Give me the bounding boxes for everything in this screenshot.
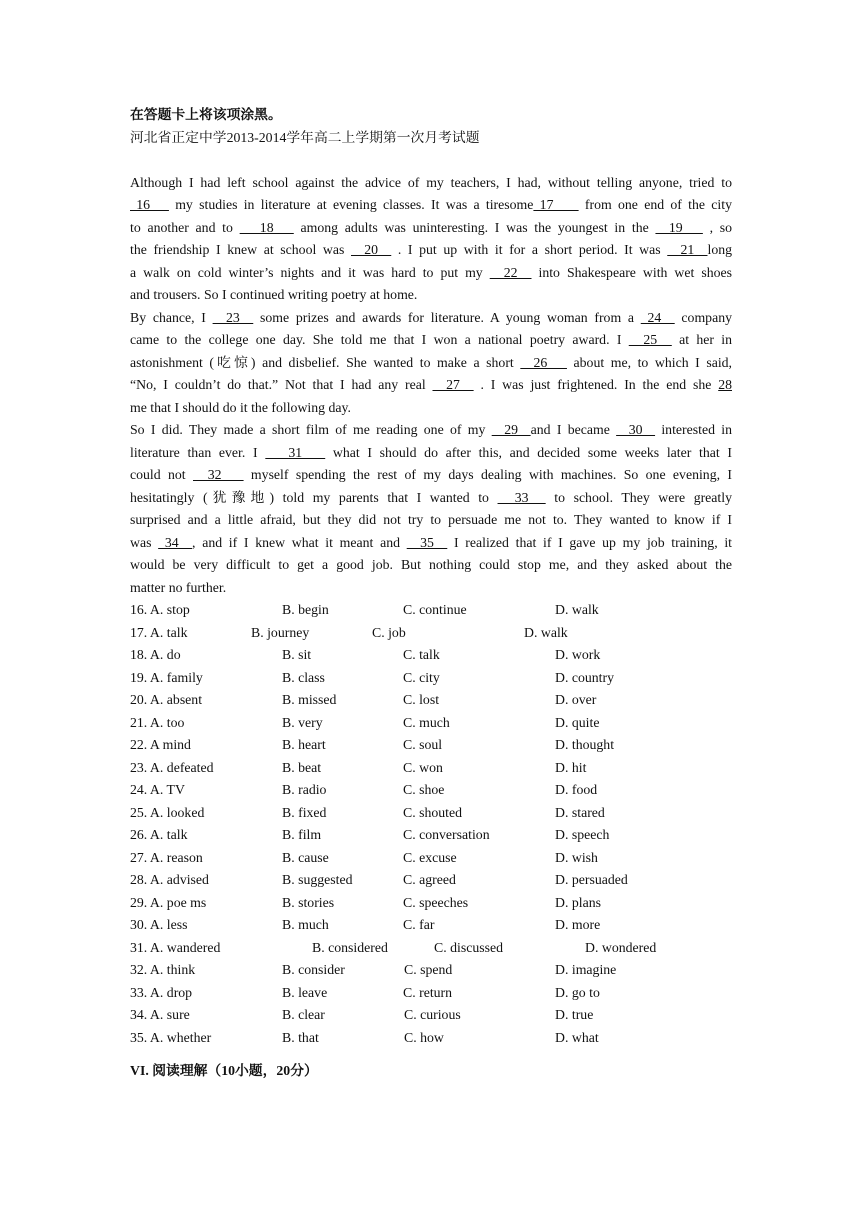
option-choice: 35. A. whether: [130, 1029, 212, 1045]
option-choice: B. very: [282, 714, 323, 730]
passage-line: to another and to 18 among adults was uninteresting. I was the youngest in the 19 , so: [130, 219, 733, 235]
blank-31: 31: [265, 444, 326, 460]
option-choice: 20. A. absent: [130, 692, 203, 707]
option-choice: 24. A. TV: [130, 782, 185, 797]
passage-line: me that I should do it the following day.: [130, 399, 351, 415]
option-choice: D. persuaded: [555, 872, 628, 887]
blank-30: 30: [616, 422, 656, 437]
option-row-20: [130, 689, 732, 712]
option-choice: 28. A. advised: [130, 872, 209, 887]
option-choice: D. plans: [555, 894, 601, 910]
option-choice: 18. A. do: [130, 647, 181, 662]
option-row-34: [130, 1004, 732, 1027]
option-row-23: [130, 757, 732, 780]
passage-line: astonishment (吃惊) and disbelief. She wanted to make a short 26 about me, to which I said,: [130, 354, 733, 370]
option-choice: B. heart: [282, 737, 326, 752]
option-choice: C. shoe: [403, 782, 445, 797]
option-choice: 30. A. less: [130, 917, 188, 932]
passage-line: would be very difficult to get a good job. But nothing could stop me, and they asked about the: [130, 557, 732, 572]
passage-line: a walk on cold winter’s nights and it was hard to put my 22 into Shakespeare with wet shoes: [130, 264, 733, 280]
option-choice: D. true: [555, 1007, 594, 1022]
option-choice: D. work: [555, 647, 601, 662]
option-choice: C. shouted: [403, 804, 463, 820]
option-row-26: [130, 824, 732, 847]
passage-line: So I did. They made a short film of me reading one of my 29 and I became 30 interested in: [130, 422, 732, 437]
option-choice: B. fixed: [282, 804, 327, 820]
option-row-22: [130, 734, 732, 757]
passage-line: came to the college one day. She told me that I won a national poetry award. I 25 at her in: [130, 332, 733, 347]
option-choice: B. film: [282, 827, 322, 842]
blank-25: 25: [628, 332, 672, 347]
option-choice: D. hit: [555, 759, 587, 775]
option-choice: D. go to: [555, 984, 600, 1000]
option-choice: B. considered: [312, 939, 388, 955]
option-row-18: [130, 644, 732, 667]
option-choice: D. wish: [555, 849, 598, 865]
option-choice: D. country: [555, 669, 615, 685]
passage-line: the friendship I knew at school was 20 . I put up with it for a short period. It was 21 long: [130, 242, 733, 257]
passage-line: literature than ever. I 31 what I should do after this, and decided some weeks later that I: [130, 444, 732, 460]
option-choice: D. speech: [555, 827, 610, 842]
option-choice: D. walk: [555, 602, 599, 617]
option-choice: C. talk: [403, 647, 440, 662]
passage-line: could not 32 myself spending the rest of my days dealing with machines. So one evening, I: [130, 467, 733, 482]
option-choice: D. walk: [524, 624, 568, 640]
option-choice: B. leave: [282, 984, 328, 1000]
option-choice: C. curious: [404, 1007, 461, 1022]
option-choice: 33. A. drop: [130, 984, 193, 1000]
option-row-28: [130, 869, 732, 892]
option-choice: C. discussed: [434, 939, 503, 955]
option-choice: 17. A. talk: [130, 624, 188, 640]
blank-28: 28: [718, 377, 732, 392]
blank-32: 32: [193, 467, 244, 482]
passage-line: Although I had left school against the advice of my teachers, I had, without telling anyone, tried to: [130, 174, 732, 190]
blank-21: 21: [667, 242, 708, 257]
option-choice: B. class: [282, 669, 325, 685]
passage-paragraph-3: [130, 419, 732, 599]
option-choice: D. quite: [555, 714, 600, 730]
option-row-29: [130, 892, 732, 915]
passage-paragraph-1: [130, 172, 732, 307]
option-row-30: [130, 914, 732, 937]
option-choice: B. suggested: [282, 872, 353, 887]
option-row-17: [130, 622, 732, 645]
option-choice: B. missed: [282, 692, 337, 707]
option-row-35: [130, 1027, 732, 1050]
blank-35: 35: [406, 534, 448, 550]
option-choice: B. cause: [282, 849, 329, 865]
passage-line: “No, I couldn’t do that.” Not that I had any real 27 . I was just frightened. In the end she 28: [130, 377, 732, 392]
option-choice: D. stared: [555, 804, 605, 820]
option-choice: C. how: [404, 1029, 444, 1045]
passage-line: hesitatingly (犹豫地) told my parents that I wanted to 33 to school. They were greatly: [130, 489, 732, 505]
option-row-19: [130, 667, 732, 690]
option-choice: D. food: [555, 782, 598, 797]
option-choice: 27. A. reason: [130, 849, 203, 865]
option-choice: D. more: [555, 917, 601, 932]
option-choice: B. journey: [251, 624, 310, 640]
option-row-25: [130, 802, 732, 825]
blank-29: 29: [491, 422, 531, 437]
option-choice: C. won: [403, 759, 443, 775]
option-choice: 26. A. talk: [130, 827, 188, 842]
option-choice: C. much: [403, 714, 450, 730]
spacer: [130, 149, 732, 172]
options-list: [130, 599, 732, 1049]
option-choice: D. thought: [555, 737, 615, 752]
option-choice: 22. A mind: [130, 737, 191, 752]
option-choice: C. agreed: [403, 872, 456, 887]
option-choice: C. return: [403, 984, 453, 1000]
option-choice: B. clear: [282, 1007, 325, 1022]
option-row-16: [130, 599, 732, 622]
option-choice: C. conversation: [403, 827, 490, 842]
section-heading-reading: VI. 阅读理解（10小题，20分）: [130, 1063, 318, 1078]
option-row-24: [130, 779, 732, 802]
blank-33: 33: [497, 489, 546, 505]
option-choice: C. excuse: [403, 849, 457, 865]
option-choice: B. sit: [282, 647, 312, 662]
option-choice: 25. A. looked: [130, 804, 205, 820]
option-choice: D. over: [555, 692, 597, 707]
exam-title: 河北省正定中学2013-2014学年高二上学期第一次月考试题: [130, 129, 480, 145]
option-row-31: [130, 937, 732, 960]
option-choice: C. continue: [403, 602, 467, 617]
blank-27: 27: [432, 377, 474, 392]
option-choice: 21. A. too: [130, 714, 185, 730]
option-choice: 16. A. stop: [130, 602, 190, 617]
blank-19: 19: [655, 219, 703, 235]
option-choice: 34. A. sure: [130, 1007, 190, 1022]
option-choice: C. spend: [404, 962, 453, 977]
blank-22: 22: [489, 264, 532, 280]
option-row-33: [130, 982, 732, 1005]
option-choice: B. beat: [282, 759, 322, 775]
option-choice: C. city: [403, 669, 440, 685]
blank-17: 17: [533, 197, 579, 212]
option-choice: C. far: [403, 917, 435, 932]
passage-line: was 34 , and if I knew what it meant and 35 I realized that if I gave up my job training, it: [130, 534, 733, 550]
passage-paragraph-2: [130, 307, 732, 420]
option-choice: 32. A. think: [130, 962, 196, 977]
option-choice: B. stories: [282, 894, 335, 910]
option-choice: D. what: [555, 1029, 599, 1045]
option-choice: 29. A. poe ms: [130, 894, 207, 910]
option-choice: D. imagine: [555, 962, 617, 977]
answer-sheet-instruction: 在答题卡上将该项涂黑。: [130, 107, 282, 122]
option-choice: C. speeches: [403, 894, 469, 910]
passage-line: By chance, I 23 some prizes and awards for literature. A young woman from a 24 company: [130, 309, 732, 325]
blank-23: 23: [212, 309, 254, 325]
option-choice: D. wondered: [585, 939, 657, 955]
option-choice: C. soul: [403, 737, 443, 752]
passage-line: matter no further.: [130, 579, 227, 595]
option-row-27: [130, 847, 732, 870]
blank-24: 24: [640, 309, 675, 325]
passage-line: surprised and a little afraid, but they did not try to persuade me not to. They wanted to know if I: [130, 512, 732, 527]
option-choice: 31. A. wandered: [130, 939, 221, 955]
blank-20: 20: [351, 242, 392, 257]
option-choice: C. job: [372, 624, 406, 640]
option-choice: C. lost: [403, 692, 440, 707]
option-choice: B. that: [282, 1029, 319, 1045]
blank-34: 34: [158, 534, 193, 550]
blank-18: 18: [239, 219, 294, 235]
document-page: [130, 104, 732, 1083]
option-row-21: [130, 712, 732, 735]
option-choice: 19. A. family: [130, 669, 203, 685]
passage-line: 16 my studies in literature at evening classes. It was a tiresome 17 from one end of the city: [130, 197, 732, 212]
option-choice: B. begin: [282, 602, 329, 617]
option-choice: B. radio: [282, 782, 327, 797]
option-choice: 23. A. defeated: [130, 759, 214, 775]
blank-16: 16: [130, 197, 169, 212]
option-choice: B. consider: [282, 962, 345, 977]
blank-26: 26: [520, 354, 567, 370]
option-row-32: [130, 959, 732, 982]
passage-line: and trousers. So I continued writing poetry at home.: [130, 287, 418, 302]
option-choice: B. much: [282, 917, 329, 932]
